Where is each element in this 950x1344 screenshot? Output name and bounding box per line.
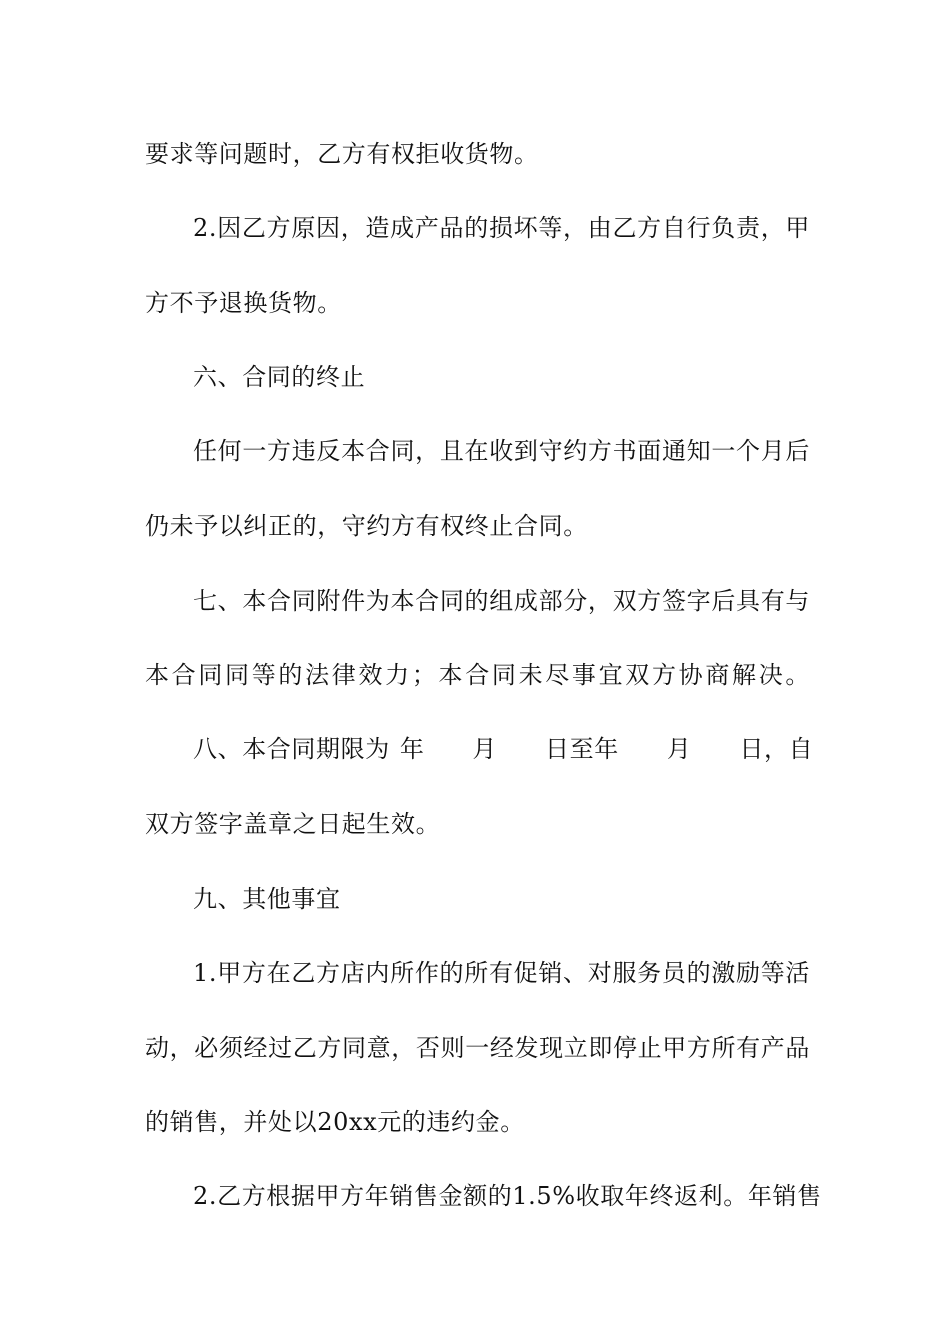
paragraph-line: 要求等问题时，乙方有权拒收货物。 <box>145 140 539 168</box>
paragraph-line: 双方签字盖章之日起生效。 <box>145 810 441 838</box>
paragraph-line: 2.因乙方原因，造成产品的损坏等，由乙方自行负责，甲 <box>193 214 810 242</box>
paragraph-line: 任何一方违反本合同，且在收到守约方书面通知一个月后 <box>193 437 810 465</box>
paragraph-line: 动，必须经过乙方同意，否则一经发现立即停止甲方所有产品 <box>145 1034 810 1062</box>
paragraph-line: 本合同同等的法律效力；本合同未尽事宜双方协商解决。 <box>145 661 810 689</box>
term-day-end: 日，自 <box>739 735 814 763</box>
section-heading: 九、其他事宜 <box>193 885 341 913</box>
paragraph-line: 2.乙方根据甲方年销售金额的1.5%收取年终返利。年销售 <box>193 1182 822 1210</box>
paragraph-line: 1.甲方在乙方店内所作的所有促销、对服务员的激励等活 <box>193 959 810 987</box>
term-prefix: 八、本合同期限为 <box>193 735 390 763</box>
paragraph-line: 方不予退换货物。 <box>145 289 342 317</box>
term-month-2: 月 <box>666 735 692 763</box>
paragraph-line: 仍未予以纠正的，守约方有权终止合同。 <box>145 512 588 540</box>
section-heading: 六、合同的终止 <box>193 363 366 391</box>
term-day-to-year: 日至年 <box>545 735 619 763</box>
term-month-1: 月 <box>472 735 498 763</box>
term-year-1: 年 <box>399 735 425 763</box>
paragraph-line: 七、本合同附件为本合同的组成部分，双方签字后具有与 <box>193 587 810 615</box>
term-clause-line <box>193 733 814 765</box>
paragraph-line: 的销售，并处以20xx元的违约金。 <box>145 1108 525 1136</box>
